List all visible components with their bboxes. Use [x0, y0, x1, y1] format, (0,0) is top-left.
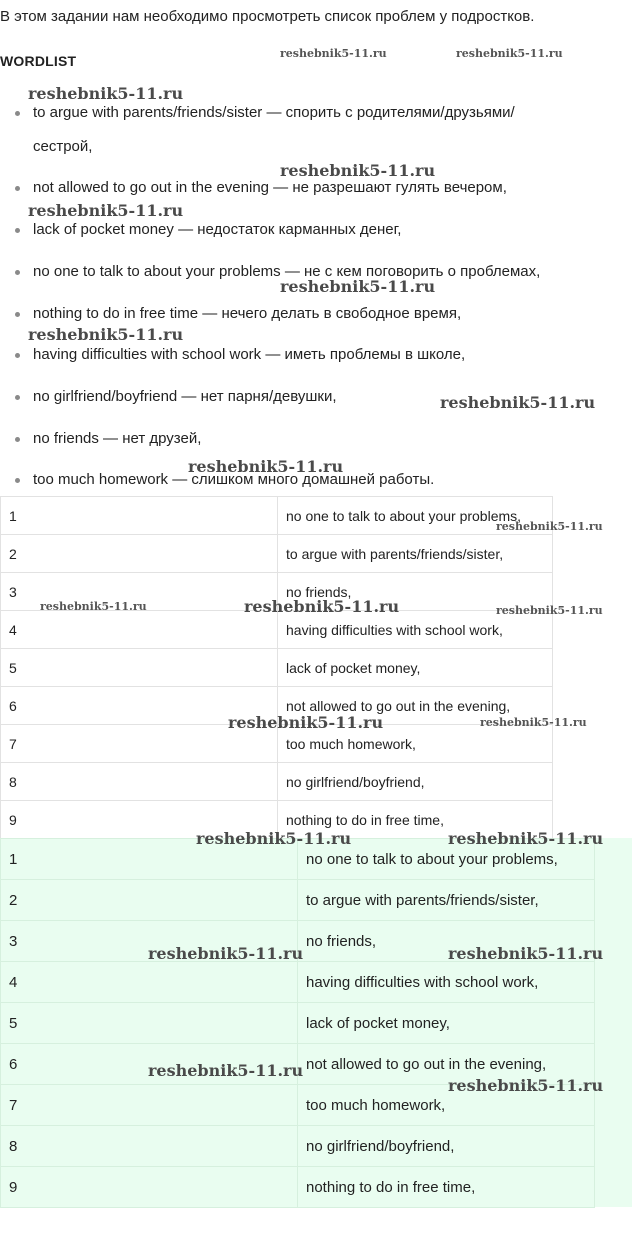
watermark: reshebnik5-11.ru: [448, 829, 604, 848]
row-text: having difficulties with school work,: [298, 962, 595, 1003]
watermark: reshebnik5-11.ru: [456, 47, 563, 60]
row-number: 1: [1, 839, 298, 880]
row-text: no one to talk to about your problems,: [278, 497, 553, 535]
row-text: no girlfriend/boyfriend,: [298, 1126, 595, 1167]
watermark: reshebnik5-11.ru: [188, 457, 344, 476]
row-text: not allowed to go out in the evening,: [298, 1044, 595, 1085]
watermark: reshebnik5-11.ru: [496, 520, 603, 533]
table-row: [1, 1085, 595, 1126]
watermark: reshebnik5-11.ru: [448, 1076, 604, 1095]
watermark: reshebnik5-11.ru: [496, 604, 603, 617]
watermark: reshebnik5-11.ru: [40, 600, 147, 613]
watermark: reshebnik5-11.ru: [28, 325, 184, 344]
list-item-text: not allowed to go out in the evening — не разрешают гулять вечером,: [33, 179, 507, 196]
row-number: 8: [1, 763, 278, 801]
table-row: [1, 1003, 595, 1044]
row-text: nothing to do in free time,: [278, 801, 553, 839]
list-item-text-continued: сестрой,: [33, 138, 93, 155]
table-row: [1, 687, 553, 725]
watermark: reshebnik5-11.ru: [28, 201, 184, 220]
table-row: [1, 573, 553, 611]
row-text: too much homework,: [298, 1085, 595, 1126]
table-row: [1, 880, 595, 921]
row-text: no girlfriend/boyfriend,: [278, 763, 553, 801]
bullet-icon: [15, 437, 20, 442]
watermark: reshebnik5-11.ru: [228, 713, 384, 732]
list-item-text: too much homework — слишком много домашней работы.: [33, 471, 435, 488]
row-text: no friends,: [298, 921, 595, 962]
bullet-icon: [15, 186, 20, 191]
table-row: [1, 649, 553, 687]
bullet-icon: [15, 312, 20, 317]
watermark: reshebnik5-11.ru: [448, 944, 604, 963]
row-text: not allowed to go out in the evening,: [278, 687, 553, 725]
table-row: [1, 1167, 595, 1208]
watermark: reshebnik5-11.ru: [480, 716, 587, 729]
bullet-icon: [15, 270, 20, 275]
row-text: lack of pocket money,: [298, 1003, 595, 1044]
list-item-text: no girlfriend/boyfriend — нет парня/девушки,: [33, 388, 337, 405]
cut-off-text-line: [0, 42, 600, 46]
watermark: reshebnik5-11.ru: [440, 393, 596, 412]
row-number: 4: [1, 962, 298, 1003]
watermark: reshebnik5-11.ru: [244, 597, 400, 616]
table-row: [1, 763, 553, 801]
table-row: [1, 725, 553, 763]
bullet-icon: [15, 228, 20, 233]
row-text: having difficulties with school work,: [278, 611, 553, 649]
row-text: no one to talk to about your problems,: [298, 839, 595, 880]
bullet-icon: [15, 395, 20, 400]
table-row: [1, 535, 553, 573]
table-row: [1, 611, 553, 649]
table-row: [1, 839, 595, 880]
row-number: 6: [1, 687, 278, 725]
wordlist-heading: WORDLIST: [0, 53, 77, 69]
row-number: 7: [1, 1085, 298, 1126]
row-number: 3: [1, 921, 298, 962]
table-row: [1, 921, 595, 962]
row-number: 4: [1, 611, 278, 649]
row-number: 2: [1, 880, 298, 921]
list-item-text: no one to talk to about your problems — не с кем поговорить о проблемах,: [33, 263, 541, 280]
watermark: reshebnik5-11.ru: [280, 161, 436, 180]
row-text: lack of pocket money,: [278, 649, 553, 687]
watermark: reshebnik5-11.ru: [196, 829, 352, 848]
row-text: no friends,: [278, 573, 553, 611]
row-number: 8: [1, 1126, 298, 1167]
table-row: [1, 962, 595, 1003]
row-number: 7: [1, 725, 278, 763]
row-text: to argue with parents/friends/sister,: [278, 535, 553, 573]
list-item-text: no friends — нет друзей,: [33, 430, 202, 447]
row-text: nothing to do in free time,: [298, 1167, 595, 1208]
table-row: [1, 1126, 595, 1167]
table-row: [1, 801, 553, 839]
watermark: reshebnik5-11.ru: [280, 47, 387, 60]
row-number: 1: [1, 497, 278, 535]
answer-background-extension: [595, 838, 632, 1207]
table-row: [1, 1044, 595, 1085]
row-number: 9: [1, 1167, 298, 1208]
row-number: 5: [1, 649, 278, 687]
intro-text: В этом задании нам необходимо просмотреть список проблем у подростков.: [0, 8, 535, 25]
watermark: reshebnik5-11.ru: [148, 944, 304, 963]
row-text: to argue with parents/friends/sister,: [298, 880, 595, 921]
watermark: reshebnik5-11.ru: [28, 84, 184, 103]
list-item-text: lack of pocket money — недостаток карманных денег,: [33, 221, 402, 238]
bullet-icon: [15, 478, 20, 483]
row-text: too much homework,: [278, 725, 553, 763]
bullet-icon: [15, 111, 20, 116]
row-number: 2: [1, 535, 278, 573]
list-item-text: having difficulties with school work — иметь проблемы в школе,: [33, 346, 466, 363]
list-item-text: nothing to do in free time — нечего делать в свободное время,: [33, 305, 462, 322]
row-number: 6: [1, 1044, 298, 1085]
row-number: 9: [1, 801, 278, 839]
row-number: 3: [1, 573, 278, 611]
table-row: [1, 497, 553, 535]
watermark: reshebnik5-11.ru: [148, 1061, 304, 1080]
row-number: 5: [1, 1003, 298, 1044]
problems-table: [0, 496, 553, 839]
watermark: reshebnik5-11.ru: [280, 277, 436, 296]
bullet-icon: [15, 353, 20, 358]
list-item-text: to argue with parents/friends/sister — спорить с родителями/друзьями/: [33, 104, 515, 121]
answer-table: [0, 838, 595, 1208]
